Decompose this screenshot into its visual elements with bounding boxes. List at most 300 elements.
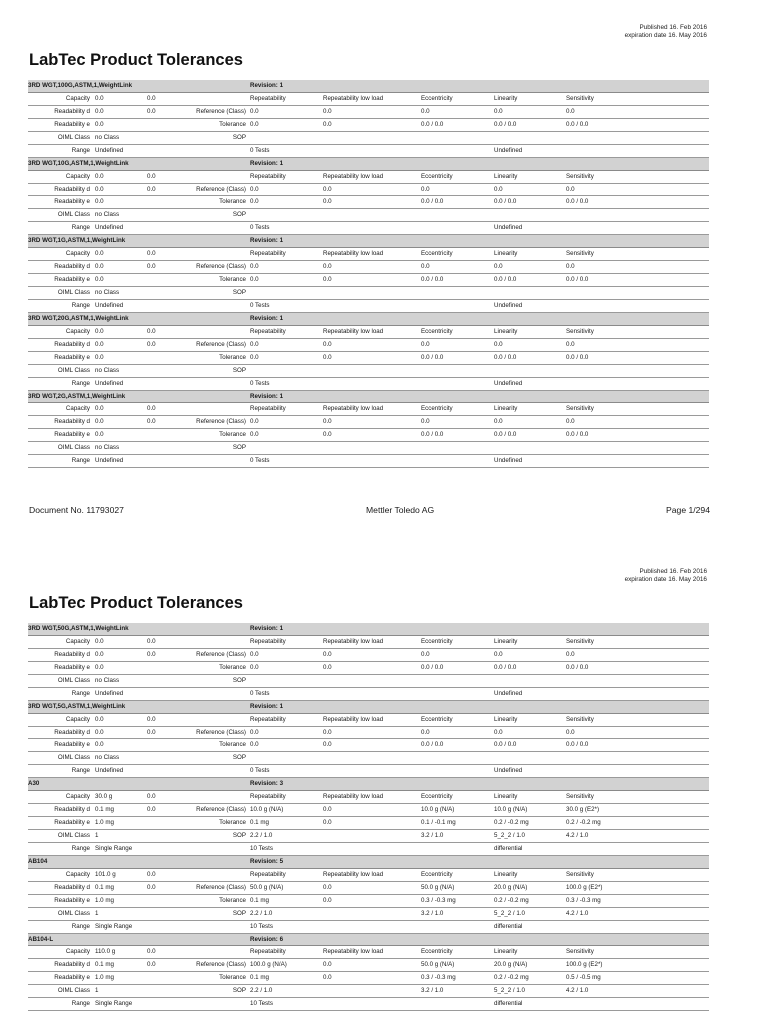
table-cell: 0.0 xyxy=(323,107,332,115)
table-cell: 0.0 xyxy=(95,353,104,361)
table-cell: 0.0 xyxy=(566,418,575,426)
table-cell: 0.0 / 0.0 xyxy=(566,198,589,206)
table-cell: 0.0 xyxy=(323,276,332,284)
table-row xyxy=(28,882,709,895)
table-cell: 0.0 xyxy=(494,728,503,736)
column-header: Repeatability low load xyxy=(323,405,384,413)
column-header: Linearity xyxy=(494,405,518,413)
product-name: 3RD WGT,5G,ASTM,1,WeightLink xyxy=(28,702,126,710)
column-header: Repeatability xyxy=(250,405,286,413)
row-label: OIML Class xyxy=(57,832,90,839)
table-cell: 50.0 g (N/A) xyxy=(421,961,455,969)
row-label: Readability d xyxy=(54,185,90,193)
table-row xyxy=(28,765,709,778)
row-label: Readability d xyxy=(54,883,90,891)
row-label: OIML Class xyxy=(57,133,90,141)
row-label: SOP xyxy=(232,289,246,296)
table-cell: 0.0 / 0.0 xyxy=(566,120,589,128)
table-cell: 0.2 / -0.2 mg xyxy=(566,819,601,827)
table-cell: 5_2_2 / 1.0 xyxy=(494,987,525,995)
table-row xyxy=(28,429,709,442)
table-cell: 0.0 / 0.0 xyxy=(421,431,444,439)
row-label: Capacity xyxy=(65,172,90,180)
column-header: Linearity xyxy=(494,250,518,258)
column-header: Repeatability low load xyxy=(323,250,384,258)
table-cell: 10 Tests xyxy=(250,844,273,852)
table-cell: 0.0 xyxy=(95,637,104,645)
row-label: Tolerance xyxy=(219,198,246,206)
table-cell: 0.0 xyxy=(323,728,332,736)
product-revision: Revision: 6 xyxy=(250,935,284,943)
table-cell: 110.0 g xyxy=(95,948,116,956)
table-cell: 4.2 / 1.0 xyxy=(566,987,589,995)
column-header: Repeatability xyxy=(250,327,286,335)
column-header: Linearity xyxy=(494,637,518,645)
table-cell: Undefined xyxy=(494,379,523,387)
table-row xyxy=(28,416,709,429)
table-cell: 2.2 / 1.0 xyxy=(250,987,273,995)
table-cell: 10.0 g (N/A) xyxy=(250,806,284,814)
table-cell: 0.0 xyxy=(147,961,156,969)
table-cell: Undefined xyxy=(95,146,124,154)
product-revision: Revision: 1 xyxy=(250,625,284,632)
row-label: Range xyxy=(71,457,90,465)
table-cell: 0.3 / -0.3 mg xyxy=(566,896,601,904)
table-cell: 0 Tests xyxy=(250,379,270,387)
column-header: Repeatability xyxy=(250,948,286,956)
row-label: OIML Class xyxy=(57,909,90,917)
table-row xyxy=(28,222,709,235)
table-cell: 4.2 / 1.0 xyxy=(566,832,589,839)
table-row xyxy=(28,843,709,856)
table-row xyxy=(28,675,709,688)
product-name: AB104-L xyxy=(28,935,54,943)
column-header: Repeatability xyxy=(250,172,286,180)
table-cell: 0.1 mg xyxy=(250,819,269,827)
column-header: Sensitivity xyxy=(566,715,594,723)
table-row xyxy=(28,869,709,882)
row-label: OIML Class xyxy=(57,754,90,762)
table-row xyxy=(28,378,709,391)
row-label: Tolerance xyxy=(219,974,246,982)
table-cell: 0.1 mg xyxy=(95,883,114,891)
table-row xyxy=(28,93,709,106)
row-label: Capacity xyxy=(65,870,90,878)
table-cell: 0.0 xyxy=(95,340,104,348)
page-title: LabTec Product Tolerances xyxy=(29,51,243,69)
table-cell: 0.0 xyxy=(147,418,156,426)
product-header-row xyxy=(28,158,709,171)
table-cell: no Class xyxy=(95,211,120,219)
table-cell: differential xyxy=(494,922,523,930)
table-cell: 0.0 xyxy=(323,185,332,193)
row-label: Readability e xyxy=(54,353,90,361)
table-cell: 0.0 xyxy=(147,870,156,878)
table-row xyxy=(28,946,709,959)
expiration-date: expiration date 16. May 2016 xyxy=(624,576,707,583)
table-cell: 10 Tests xyxy=(250,922,273,930)
table-cell: 10 Tests xyxy=(250,1000,273,1008)
row-label: Range xyxy=(71,146,90,154)
table-cell: 1.0 mg xyxy=(95,974,114,982)
column-header: Eccentricity xyxy=(421,327,453,335)
row-label: OIML Class xyxy=(57,211,90,219)
table-cell: 0.0 / 0.0 xyxy=(421,741,444,749)
row-label: OIML Class xyxy=(57,444,90,452)
page-number: Page 1/294 xyxy=(666,505,710,515)
table-cell: Undefined xyxy=(494,224,523,232)
table-row xyxy=(28,804,709,817)
table-cell: 0.0 xyxy=(147,94,156,102)
table-cell: 0.0 xyxy=(421,107,430,115)
product-name: A30 xyxy=(28,780,40,788)
table-cell: 0.0 xyxy=(95,94,104,102)
expiration-date: expiration date 16. May 2016 xyxy=(624,32,707,39)
table-cell: 0.3 / -0.3 mg xyxy=(421,896,456,904)
column-header: Repeatability xyxy=(250,637,286,645)
table-row xyxy=(28,791,709,804)
column-header: Repeatability xyxy=(250,250,286,258)
table-row xyxy=(28,636,709,649)
table-cell: 0.0 xyxy=(323,340,332,348)
table-cell: 3.2 / 1.0 xyxy=(421,832,444,839)
table-cell: Undefined xyxy=(494,301,523,309)
column-header: Repeatability low load xyxy=(323,948,384,956)
row-label: OIML Class xyxy=(57,366,90,374)
table-cell: Undefined xyxy=(494,146,523,154)
table-cell: 0.0 xyxy=(250,198,259,206)
product-name: 3RD WGT,2G,ASTM,1,WeightLink xyxy=(28,392,126,400)
table-row xyxy=(28,132,709,145)
table-cell: 0 Tests xyxy=(250,146,270,154)
column-header: Linearity xyxy=(494,793,518,801)
table-cell: 0.0 / 0.0 xyxy=(494,276,517,284)
row-label: Readability d xyxy=(54,418,90,426)
column-header: Repeatability low load xyxy=(323,870,384,878)
table-cell: 0.0 xyxy=(147,263,156,271)
table-cell: 0.0 xyxy=(147,405,156,413)
table-cell: 0.0 xyxy=(95,650,104,658)
row-label: SOP xyxy=(232,909,246,917)
table-cell: 0.0 / 0.0 xyxy=(494,741,517,749)
table-cell: 0.0 xyxy=(323,650,332,658)
product-revision: Revision: 5 xyxy=(250,857,284,865)
tolerance-table xyxy=(28,623,709,1011)
table-cell: 0.0 xyxy=(323,896,332,904)
row-label: Range xyxy=(71,301,90,309)
table-cell: 50.0 g (N/A) xyxy=(250,883,284,891)
table-cell: 0.0 xyxy=(421,650,430,658)
table-cell: 0.0 / 0.0 xyxy=(566,431,589,439)
table-cell: 0.0 xyxy=(494,107,503,115)
column-header: Repeatability xyxy=(250,793,286,801)
table-cell: no Class xyxy=(95,754,120,762)
table-cell: 2.2 / 1.0 xyxy=(250,832,273,839)
table-row xyxy=(28,895,709,908)
table-row xyxy=(28,248,709,261)
row-label: Capacity xyxy=(65,948,90,956)
table-row xyxy=(28,171,709,184)
table-cell: Undefined xyxy=(95,457,124,465)
table-row xyxy=(28,274,709,287)
row-label: Reference (Class) xyxy=(196,418,246,426)
table-cell: 0.0 / 0.0 xyxy=(494,120,517,128)
table-row xyxy=(28,817,709,830)
table-cell: 0 Tests xyxy=(250,457,270,465)
row-label: Tolerance xyxy=(219,276,246,284)
table-cell: 0.0 xyxy=(147,715,156,723)
column-header: Eccentricity xyxy=(421,250,453,258)
row-label: Readability e xyxy=(54,431,90,439)
table-cell: 0.0 xyxy=(95,263,104,271)
column-header: Repeatability xyxy=(250,715,286,723)
product-header-row xyxy=(28,235,709,248)
table-row xyxy=(28,662,709,675)
table-row xyxy=(28,365,709,378)
row-label: Readability d xyxy=(54,107,90,115)
table-cell: Single Range xyxy=(95,844,133,852)
column-header: Sensitivity xyxy=(566,637,594,645)
table-cell: 0.0 xyxy=(323,663,332,671)
table-row xyxy=(28,339,709,352)
row-label: Readability e xyxy=(54,276,90,284)
table-row xyxy=(28,908,709,921)
table-cell: 0.0 / 0.0 xyxy=(566,353,589,361)
row-label: Range xyxy=(71,689,90,697)
table-cell: 0.0 xyxy=(95,728,104,736)
table-cell: 0.0 xyxy=(323,353,332,361)
page-footer xyxy=(29,505,710,515)
column-header: Repeatability xyxy=(250,870,286,878)
document-number: Document No. 11793027 xyxy=(29,505,124,515)
row-label: Readability e xyxy=(54,120,90,128)
row-label: Readability e xyxy=(54,896,90,904)
table-row xyxy=(28,688,709,701)
table-cell: 3.2 / 1.0 xyxy=(421,987,444,995)
column-header: Eccentricity xyxy=(421,793,453,801)
column-header: Linearity xyxy=(494,948,518,956)
table-row xyxy=(28,921,709,934)
table-cell: 10.0 g (N/A) xyxy=(421,806,455,814)
product-revision: Revision: 1 xyxy=(250,314,284,322)
column-header: Linearity xyxy=(494,94,518,102)
row-label: Readability d xyxy=(54,340,90,348)
row-label: Tolerance xyxy=(219,431,246,439)
row-label: Range xyxy=(71,224,90,232)
table-cell: 0.0 xyxy=(421,418,430,426)
row-label: Capacity xyxy=(65,637,90,645)
table-cell: 0.0 xyxy=(494,340,503,348)
table-cell: 0.0 / 0.0 xyxy=(494,663,517,671)
row-label: Capacity xyxy=(65,94,90,102)
product-header-row xyxy=(28,934,709,947)
row-label: Readability d xyxy=(54,806,90,814)
table-cell: 0.0 xyxy=(250,107,259,115)
row-label: SOP xyxy=(232,832,246,839)
table-cell: 0.0 xyxy=(95,327,104,335)
table-cell: 0.0 xyxy=(421,263,430,271)
row-label: SOP xyxy=(232,987,246,995)
row-label: Readability e xyxy=(54,198,90,206)
table-cell: 20.0 g (N/A) xyxy=(494,883,528,891)
table-cell: 0.0 xyxy=(147,883,156,891)
row-label: Tolerance xyxy=(219,120,246,128)
table-cell: 0.0 / 0.0 xyxy=(421,198,444,206)
table-cell: 0.1 mg xyxy=(250,974,269,982)
table-cell: no Class xyxy=(95,444,120,452)
table-cell: 100.0 g (E2*) xyxy=(566,883,603,891)
table-cell: 0.0 / 0.0 xyxy=(494,431,517,439)
table-cell: 0.0 xyxy=(147,637,156,645)
table-cell: 0.0 / 0.0 xyxy=(566,741,589,749)
row-label: Readability d xyxy=(54,961,90,969)
row-label: Reference (Class) xyxy=(196,961,246,969)
row-label: OIML Class xyxy=(57,676,90,684)
table-cell: 0.0 xyxy=(323,819,332,827)
published-date: Published 16. Feb 2016 xyxy=(639,24,707,31)
table-cell: 0.0 xyxy=(323,741,332,749)
table-cell: differential xyxy=(494,1000,523,1008)
table-cell: differential xyxy=(494,844,523,852)
table-cell: 0.0 / 0.0 xyxy=(421,353,444,361)
table-cell: 0.0 xyxy=(421,340,430,348)
table-cell: no Class xyxy=(95,676,120,684)
publish-info xyxy=(625,24,707,40)
table-cell: 0.0 xyxy=(566,340,575,348)
row-label: Reference (Class) xyxy=(196,728,246,736)
column-header: Linearity xyxy=(494,327,518,335)
table-cell: 0.0 xyxy=(323,974,332,982)
product-header-row xyxy=(28,856,709,869)
table-cell: 0.1 mg xyxy=(95,961,114,969)
table-cell: 0.0 xyxy=(95,198,104,206)
product-revision: Revision: 1 xyxy=(250,237,284,245)
table-cell: 0.0 xyxy=(95,172,104,180)
product-header-row xyxy=(28,313,709,326)
column-header: Sensitivity xyxy=(566,172,594,180)
column-header: Repeatability low load xyxy=(323,637,384,645)
table-cell: 0.5 / -0.5 mg xyxy=(566,974,601,982)
table-cell: 0.0 xyxy=(147,793,156,801)
column-header: Sensitivity xyxy=(566,94,594,102)
table-cell: Single Range xyxy=(95,1000,133,1008)
table-row xyxy=(28,106,709,119)
row-label: Reference (Class) xyxy=(196,263,246,271)
row-label: Tolerance xyxy=(219,353,246,361)
product-revision: Revision: 3 xyxy=(250,780,284,788)
row-label: SOP xyxy=(232,676,246,684)
table-cell: 0.0 xyxy=(494,418,503,426)
table-row xyxy=(28,145,709,158)
table-cell: 0 Tests xyxy=(250,301,270,309)
table-cell: 0.1 mg xyxy=(250,896,269,904)
table-cell: 0.0 xyxy=(323,120,332,128)
row-label: Reference (Class) xyxy=(196,883,246,891)
table-cell: 10.0 g (N/A) xyxy=(494,806,528,814)
column-header: Linearity xyxy=(494,172,518,180)
table-cell: 0.0 / 0.0 xyxy=(421,276,444,284)
row-label: Readability d xyxy=(54,650,90,658)
table-cell: 0.0 xyxy=(250,728,259,736)
column-header: Repeatability low load xyxy=(323,793,384,801)
table-cell: 0.0 xyxy=(147,250,156,258)
table-cell: 0 Tests xyxy=(250,224,270,232)
table-row xyxy=(28,196,709,209)
table-cell: no Class xyxy=(95,289,120,296)
row-label: OIML Class xyxy=(57,987,90,995)
table-cell: 0.0 xyxy=(250,353,259,361)
table-cell: 0.0 xyxy=(250,741,259,749)
table-cell: 0.0 / 0.0 xyxy=(494,353,517,361)
table-cell: 0.0 xyxy=(250,263,259,271)
table-cell: 0.0 xyxy=(323,431,332,439)
row-label: Tolerance xyxy=(219,819,246,827)
row-label: OIML Class xyxy=(57,289,90,296)
table-cell: 0.0 xyxy=(95,663,104,671)
column-header: Repeatability xyxy=(250,94,286,102)
table-cell: 0.0 / 0.0 xyxy=(421,663,444,671)
table-cell: 0.0 / 0.0 xyxy=(494,198,517,206)
row-label: Tolerance xyxy=(219,896,246,904)
table-cell: 1 xyxy=(95,987,99,995)
row-label: Readability d xyxy=(54,263,90,271)
table-row xyxy=(28,830,709,843)
column-header: Sensitivity xyxy=(566,793,594,801)
table-cell: no Class xyxy=(95,133,120,141)
table-cell: Undefined xyxy=(95,767,124,775)
table-cell: 0.0 xyxy=(250,650,259,658)
table-cell: 1.0 mg xyxy=(95,896,114,904)
table-cell: 0.0 xyxy=(250,663,259,671)
row-label: SOP xyxy=(232,211,246,219)
product-name: 3RD WGT,10G,ASTM,1,WeightLink xyxy=(28,159,129,167)
product-revision: Revision: 1 xyxy=(250,159,284,167)
table-cell: 101.0 g xyxy=(95,870,116,878)
table-cell: 0.0 xyxy=(566,263,575,271)
column-header: Eccentricity xyxy=(421,870,453,878)
table-cell: 0.0 xyxy=(95,405,104,413)
table-cell: 0.0 xyxy=(95,741,104,749)
table-row xyxy=(28,985,709,998)
product-header-row xyxy=(28,623,709,636)
table-cell: 0 Tests xyxy=(250,689,270,697)
table-cell: Undefined xyxy=(494,767,523,775)
table-cell: 0.2 / -0.2 mg xyxy=(494,819,529,827)
company-name: Mettler Toledo AG xyxy=(366,505,435,515)
table-cell: Undefined xyxy=(494,689,523,697)
row-label: Capacity xyxy=(65,405,90,413)
row-label: Range xyxy=(71,379,90,387)
row-label: Range xyxy=(71,1000,90,1008)
table-cell: Undefined xyxy=(95,301,124,309)
table-cell: 0.2 / -0.2 mg xyxy=(494,974,529,982)
table-row xyxy=(28,752,709,765)
table-cell: Single Range xyxy=(95,922,133,930)
table-cell: 0.0 xyxy=(147,172,156,180)
table-cell: 0.0 xyxy=(250,431,259,439)
row-label: SOP xyxy=(232,133,246,141)
table-row xyxy=(28,727,709,740)
table-cell: 0.0 xyxy=(494,263,503,271)
table-cell: Undefined xyxy=(494,457,523,465)
table-cell: 0.0 xyxy=(95,120,104,128)
row-label: Readability e xyxy=(54,819,90,827)
table-cell: 0.0 xyxy=(421,728,430,736)
table-cell: 0.0 / 0.0 xyxy=(566,663,589,671)
product-revision: Revision: 1 xyxy=(250,392,284,400)
column-header: Eccentricity xyxy=(421,405,453,413)
table-cell: 0.0 xyxy=(95,431,104,439)
